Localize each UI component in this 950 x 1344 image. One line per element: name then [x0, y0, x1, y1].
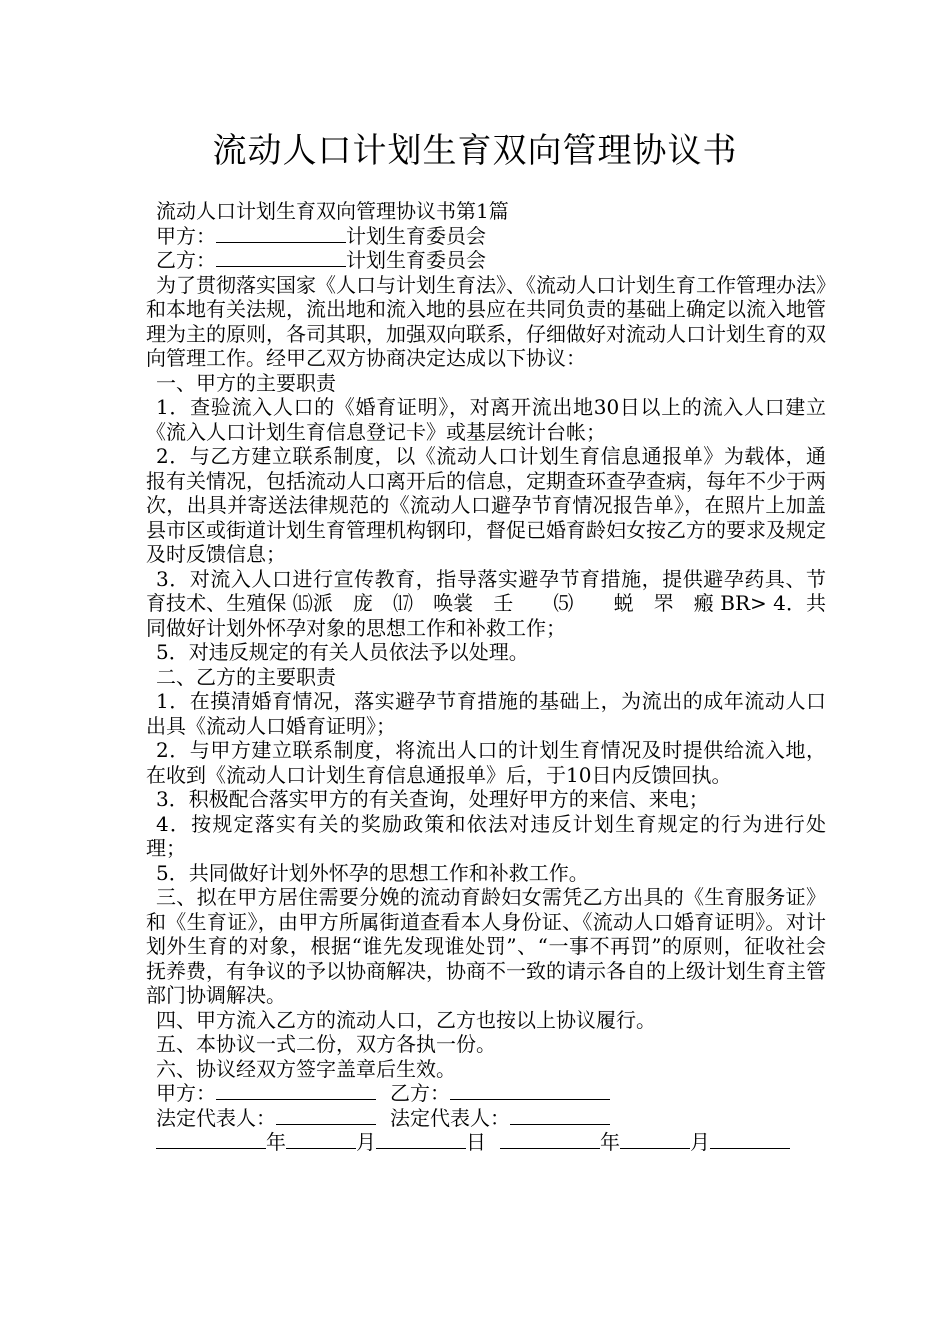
- day-a-blank: [376, 1130, 466, 1149]
- section2-item: 4．按规定落实有关的奖励政策和依法对违反计划生育规定的行为进行处理；: [146, 811, 826, 860]
- section2-item: 2．与甲方建立联系制度，将流出人口的计划生育情况及时提供给流入地，在收到《流动人口计划生育信息通报单》后，于10日内反馈回执。: [146, 738, 826, 787]
- section1-heading: 一、甲方的主要职责: [156, 370, 336, 395]
- party-a-committee: 计划生育委员会: [346, 223, 486, 248]
- section1-item: 1．查验流入人口的《婚育证明》，对离开流出地30日以上的流入人口建立《流入人口计划生育信息登记卡》或基层统计台帐；: [146, 395, 826, 444]
- legal-rep-line: [146, 1106, 826, 1131]
- legal-rep-b-label: 法定代表人：: [390, 1105, 510, 1130]
- sign-party-a-label: 甲方：: [156, 1081, 216, 1105]
- date-line: [146, 1130, 826, 1155]
- section1-item: 5．对违反规定的有关人员依法予以处理。: [156, 640, 529, 664]
- document-body: [146, 199, 826, 1155]
- party-b-blank: [216, 248, 346, 267]
- sign-party-b-label: 乙方：: [390, 1081, 450, 1105]
- party-b-committee: 计划生育委员会: [346, 248, 486, 272]
- legal-rep-b-blank: [510, 1106, 610, 1125]
- section2-item: 5．共同做好计划外怀孕的思想工作和补救工作。: [156, 860, 589, 885]
- section3-paragraph: 三、拟在甲方居住需要分娩的流动育龄妇女需凭乙方出具的《生育服务证》和《生育证》，由甲方所属街道查看本人身份证、《流动人口婚育证明》。对计划外生育的对象，根据“谁先发现谁处罚”、“一事不再罚”的原则，征收社会抚养费，有争议的予以协商解决，协商不一致的请示各自的上级计划生育主管部门协调解决。: [146, 885, 826, 1007]
- party-b-label: 乙方：: [156, 248, 216, 272]
- section2-heading: 二、乙方的主要职责: [156, 664, 336, 689]
- year-b-blank: [500, 1130, 600, 1149]
- sign-party-a-blank: [216, 1081, 376, 1100]
- section4-paragraph: 四、甲方流入乙方的流动人口，乙方也按以上协议履行。: [156, 1007, 656, 1032]
- month-b-label: 月: [690, 1130, 710, 1154]
- year-a-blank: [156, 1130, 266, 1149]
- month-a-label: 月: [356, 1130, 376, 1154]
- section1-item: 3．对流入人口进行宣传教育，指导落实避孕节育措施，提供避孕药具、节育技术、生殖保 ⒂派 庞 ⒄ 唤裳 壬 ⑸ 蜕 罘 瘢 BR> 4．共同做好计划外怀孕对象的思想工作和补救工作；: [146, 566, 826, 640]
- section6-paragraph: 六、协议经双方签字盖章后生效。: [156, 1056, 456, 1081]
- party-a-line: [146, 224, 826, 249]
- section2-item: 1．在摸清婚育情况，落实避孕节育措施的基础上，为流出的成年流动人口出具《流动人口婚育证明》；: [146, 689, 826, 738]
- signature-parties-line: [146, 1081, 826, 1106]
- party-a-blank: [216, 224, 346, 243]
- legal-rep-a-blank: [276, 1106, 376, 1125]
- year-a-label: 年: [266, 1130, 286, 1154]
- section1-item: 2．与乙方建立联系制度，以《流动人口计划生育信息通报单》为载体，通报有关情况，包括流动人口离开后的信息，定期查环查孕查病，每年不少于两次，出具并寄送法律规范的《流动人口避孕节育情况报告单》，在照片上加盖县市区或街道计划生育管理机构钢印，督促已婚育龄妇女按乙方的要求及规定及时反馈信息；: [146, 444, 826, 566]
- month-b-blank: [620, 1130, 690, 1149]
- intro-paragraph: 为了贯彻落实国家《人口与计划生育法》、《流动人口计划生育工作管理办法》和本地有关法规，流出地和流入地的县应在共同负责的基础上确定以流入地管理为主的原则，各司其职，加强双向联系，仔细做好对流动人口计划生育的双向管理工作。经甲乙双方协商决定达成以下协议：: [146, 272, 826, 370]
- sign-party-b-blank: [450, 1081, 610, 1100]
- month-a-blank: [286, 1130, 356, 1149]
- day-b-blank: [710, 1130, 790, 1149]
- party-b-line: [146, 248, 826, 273]
- section2-item: 3．积极配合落实甲方的有关查询，处理好甲方的来信、来电；: [156, 787, 709, 811]
- document-subtitle: 流动人口计划生育双向管理协议书第1篇: [156, 199, 509, 223]
- legal-rep-a-label: 法定代表人：: [156, 1105, 276, 1130]
- party-a-label: 甲方：: [156, 223, 216, 248]
- day-a-label: 日: [466, 1130, 486, 1154]
- section5-paragraph: 五、本协议一式二份，双方各执一份。: [156, 1032, 496, 1056]
- year-b-label: 年: [600, 1130, 620, 1154]
- document-title: 流动人口计划生育双向管理协议书: [212, 131, 738, 171]
